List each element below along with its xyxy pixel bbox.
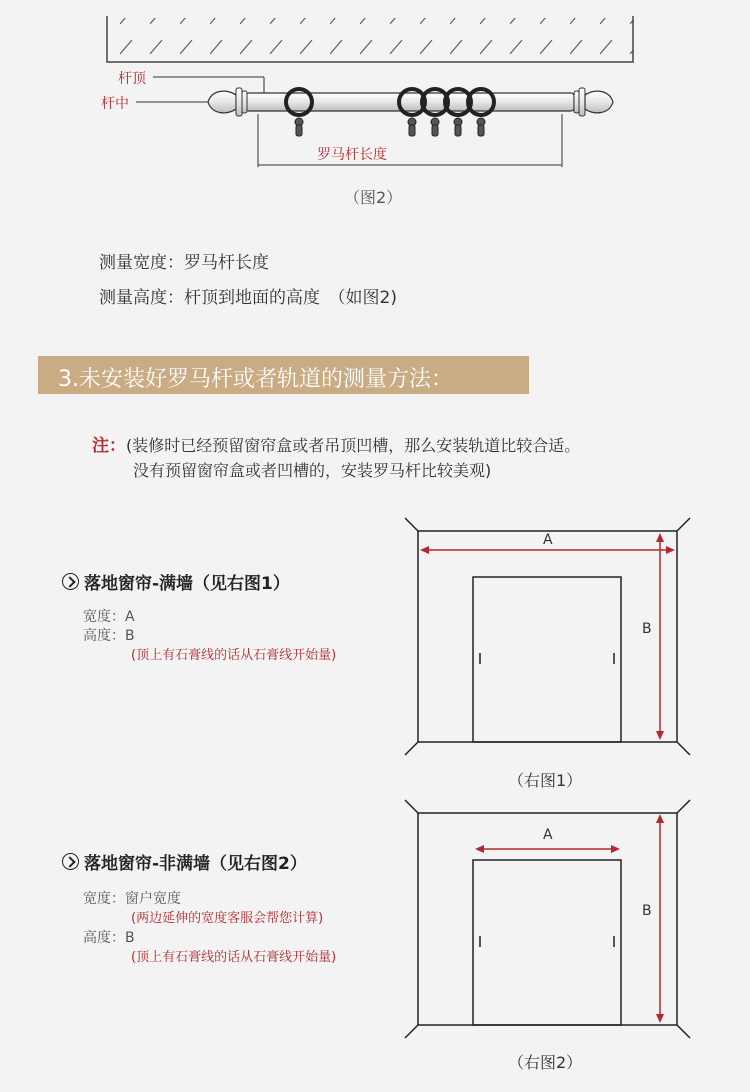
case2-height: 高度：B: [83, 930, 135, 946]
dimension-b-arrow: [656, 814, 664, 1023]
note-line-1: (装修时已经预留窗帘盒或者吊顶凹槽，那么安装轨道比较合适。: [126, 436, 581, 455]
figure-2-caption: （图2）: [344, 188, 403, 207]
dimension-a-arrow: [475, 845, 620, 853]
case1-height: 高度：B: [83, 628, 135, 644]
rod-length-label: 罗马杆长度: [317, 147, 387, 163]
ring-hooks: [295, 118, 485, 136]
rod-top-label: 杆顶: [118, 71, 146, 87]
circle-arrow-icon: [62, 573, 79, 590]
rod-middle-label: 杆中: [101, 96, 129, 112]
figure-right-1-caption: （右图1）: [508, 771, 583, 790]
measure-width-text: 测量宽度：罗马杆长度: [99, 253, 269, 273]
roman-rod: [208, 88, 613, 116]
circle-arrow-icon: [62, 853, 79, 870]
section-heading: 3.未安装好罗马杆或者轨道的测量方法：: [58, 367, 453, 392]
case1-note: (顶上有石膏线的话从石膏线开始量): [131, 648, 337, 663]
fig2-label-a: A: [543, 827, 553, 843]
fig1-label-a: A: [543, 532, 553, 548]
fig1-label-b: B: [642, 621, 652, 637]
ceiling-hatch: [107, 16, 633, 62]
case2-width-note: (两边延伸的宽度客服会帮您计算): [131, 911, 324, 926]
dimension-b-arrow: [656, 533, 664, 740]
note-line-2: 没有预留窗帘盒或者凹槽的，安装罗马杆比较美观): [133, 461, 492, 480]
case1-width: 宽度：A: [83, 609, 135, 625]
measure-height-text: 测量高度：杆顶到地面的高度 （如图2): [99, 288, 397, 308]
note-prefix: 注：: [92, 436, 126, 456]
case2-width: 宽度：窗户宽度: [83, 891, 181, 907]
case1-title: 落地窗帘-满墙（见右图1）: [84, 574, 290, 594]
case2-title: 落地窗帘-非满墙（见右图2）: [84, 854, 307, 874]
fig2-label-b: B: [642, 903, 652, 919]
figure-right-2-caption: （右图2）: [508, 1053, 583, 1072]
case2-height-note: (顶上有石膏线的话从石膏线开始量): [131, 950, 337, 965]
window-frame: [473, 577, 621, 742]
window-frame: [473, 860, 621, 1025]
